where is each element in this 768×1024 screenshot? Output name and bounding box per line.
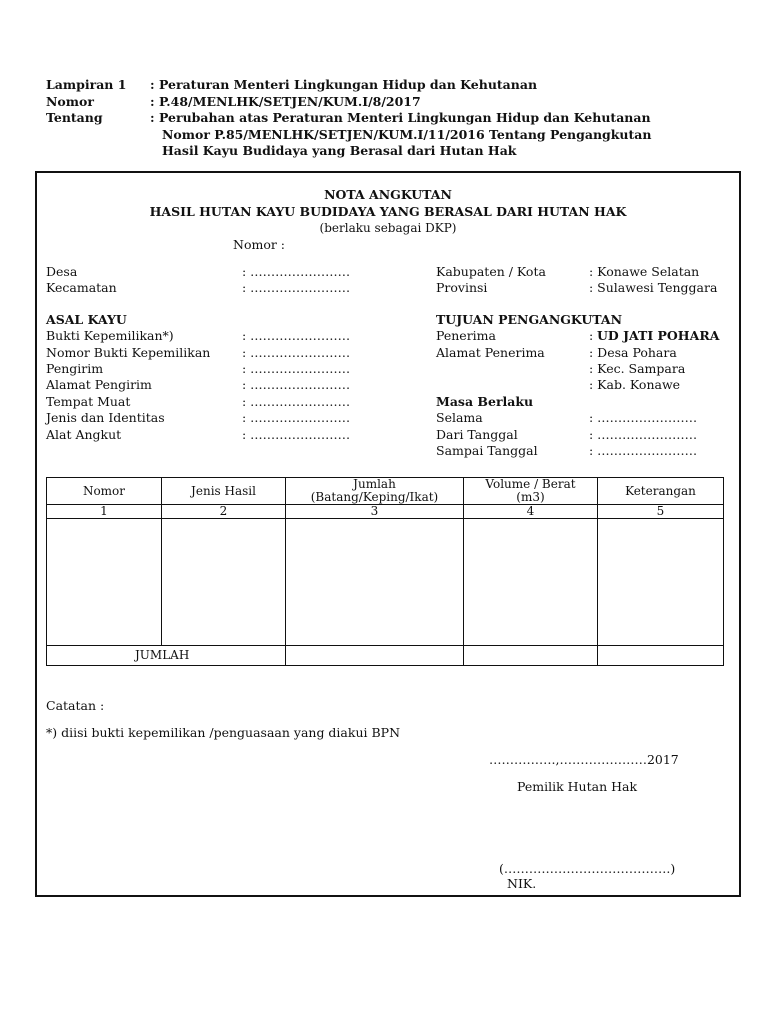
provinsi-label: Provinsi: [436, 280, 488, 295]
total-volume-cell[interactable]: [464, 646, 598, 666]
form-title-2: HASIL HUTAN KAYU BUDIDAYA YANG BERASAL DARI HUTAN HAK: [149, 204, 627, 219]
signature-name-line: (………………………………….): [499, 861, 676, 876]
lampiran-value: : Peraturan Menteri Lingkungan Hidup dan Kehutanan: [150, 77, 538, 92]
catatan-label: Catatan :: [46, 698, 105, 713]
date-line: …………….,…………………2017: [489, 752, 679, 767]
table-cell[interactable]: [162, 519, 286, 646]
form-subtitle: (berlaku sebagai DKP): [319, 221, 457, 235]
alamat-penerima-label: Alamat Penerima: [436, 345, 545, 360]
items-table: [46, 477, 724, 666]
form-nomor-label: Nomor :: [233, 237, 286, 252]
nota-angkutan-form: [35, 171, 741, 897]
penerima-value: UD JATI POHARA: [597, 328, 720, 343]
pengirim-value: : ……………………: [242, 361, 351, 376]
tentang-continuation-1: Nomor P.85/MENLHK/SETJEN/KUM.I/11/2016 Tentang Pengangkutan: [162, 126, 652, 142]
col-jumlah-unit: (Batang/Keping/Ikat): [310, 490, 439, 504]
col-number: 2: [162, 505, 286, 519]
tempat-muat-value: : ……………………: [242, 394, 351, 409]
form-title: NOTA ANGKUTAN: [324, 187, 452, 202]
table-cell[interactable]: [47, 519, 162, 646]
kabupaten-value: : Konawe Selatan: [589, 264, 700, 279]
alamat-pengirim-value: : ……………………: [242, 377, 351, 392]
sampai-tanggal-label: Sampai Tanggal: [436, 443, 538, 458]
alamat-penerima-kec: : Kec. Sampara: [589, 361, 686, 376]
tentang-continuation-2: Hasil Kayu Budidaya yang Berasal dari Hutan Hak: [162, 143, 517, 158]
col-volume-title: Volume / Berat: [485, 477, 576, 491]
total-jumlah-cell[interactable]: [286, 646, 464, 666]
desa-label: Desa: [46, 264, 78, 279]
nomor-label: Nomor: [46, 93, 94, 109]
signer-title: Pemilik Hutan Hak: [517, 779, 638, 794]
nomor-value: : P.48/MENLHK/SETJEN/KUM.I/8/2017: [150, 93, 421, 109]
masa-berlaku-heading: Masa Berlaku: [436, 394, 534, 409]
desa-value: : ……………………: [242, 264, 351, 279]
asal-kayu-heading: ASAL KAYU: [46, 312, 127, 327]
lampiran-row: [46, 77, 651, 94]
col-number: 1: [47, 505, 162, 519]
alat-angkut-value: : ……………………: [242, 427, 351, 442]
nomor-bukti-value: : ……………………: [242, 345, 351, 360]
bukti-label: Bukti Kepemilikan*): [46, 328, 174, 343]
kabupaten-label: Kabupaten / Kota: [436, 264, 546, 279]
col-number: 3: [286, 505, 464, 519]
nomor-row: [46, 94, 651, 111]
total-label: JUMLAH: [47, 646, 286, 666]
jenis-identitas-value: : ……………………: [242, 410, 351, 425]
alat-angkut-label: Alat Angkut: [46, 427, 122, 442]
tentang-row: [46, 110, 651, 127]
kecamatan-value: : ……………………: [242, 280, 351, 295]
col-volume-unit: (m3): [516, 490, 545, 504]
tujuan-heading: TUJUAN PENGANGKUTAN: [436, 312, 622, 327]
col-number: 4: [464, 505, 598, 519]
col-jenis-hasil-header: Jenis Hasil: [162, 478, 286, 505]
tentang-value: : Perubahan atas Peraturan Menteri Lingkungan Hidup dan Kehutanan: [150, 110, 651, 125]
col-jumlah-header: [286, 478, 464, 505]
tentang-label: Tentang: [46, 110, 103, 125]
provinsi-value: : Sulawesi Tenggara: [589, 280, 718, 295]
kecamatan-label: Kecamatan: [46, 280, 117, 295]
tempat-muat-label: Tempat Muat: [46, 394, 131, 409]
table-number-row: [47, 505, 724, 519]
col-nomor-header: Nomor: [47, 478, 162, 505]
jenis-identitas-label: Jenis dan Identitas: [46, 410, 165, 425]
footnote: *) diisi bukti kepemilikan /penguasaan yang diakui BPN: [46, 725, 401, 740]
penerima-label: Penerima: [436, 328, 496, 343]
document-header: [46, 77, 651, 160]
col-volume-header: [464, 478, 598, 505]
selama-label: Selama: [436, 410, 483, 425]
pengirim-label: Pengirim: [46, 361, 104, 376]
col-jumlah-title: Jumlah: [353, 477, 396, 491]
nik-label: NIK.: [507, 876, 537, 891]
table-header-row: [47, 478, 724, 505]
bukti-value: : ……………………: [242, 328, 351, 343]
sampai-tanggal-value: : ……………………: [589, 443, 698, 458]
penerima-colon: :: [589, 328, 594, 343]
dari-tanggal-label: Dari Tanggal: [436, 427, 518, 442]
col-number: 5: [598, 505, 724, 519]
alamat-pengirim-label: Alamat Pengirim: [46, 377, 152, 392]
table-body-row: [47, 519, 724, 646]
total-keterangan-cell[interactable]: [598, 646, 724, 666]
selama-value: : ……………………: [589, 410, 698, 425]
col-keterangan-header: Keterangan: [598, 478, 724, 505]
table-cell[interactable]: [286, 519, 464, 646]
nomor-bukti-label: Nomor Bukti Kepemilikan: [46, 345, 211, 360]
alamat-penerima-kab: : Kab. Konawe: [589, 377, 681, 392]
table-cell[interactable]: [598, 519, 724, 646]
alamat-penerima-desa: : Desa Pohara: [589, 345, 677, 360]
lampiran-label: Lampiran 1: [46, 77, 127, 92]
table-cell[interactable]: [464, 519, 598, 646]
table-total-row: [47, 646, 724, 666]
dari-tanggal-value: : ……………………: [589, 427, 698, 442]
